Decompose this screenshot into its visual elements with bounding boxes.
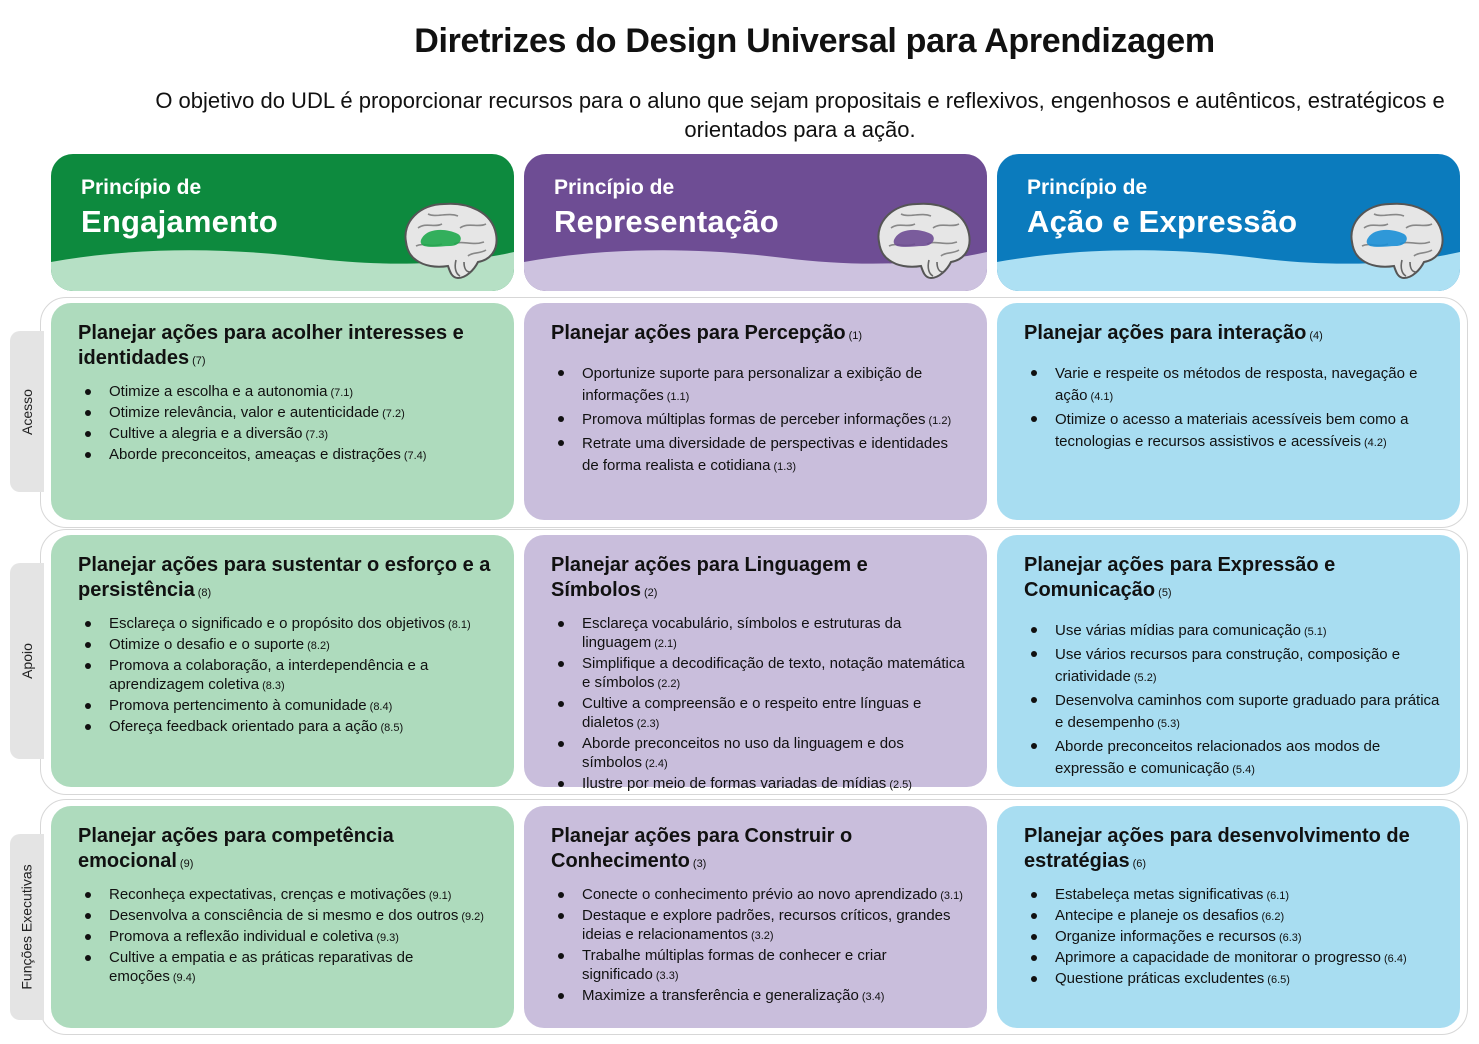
guideline-title-text: Planejar ações para competência emocional [78, 825, 394, 872]
guideline-title-text: Planejar ações para interação [1024, 322, 1307, 344]
consideration-text: Retrate uma diversidade de perspectivas e identidades de forma realista e cotidiana [582, 435, 949, 474]
consideration-number: (1.2) [928, 415, 952, 427]
consideration-item [551, 694, 967, 734]
consideration-item [551, 614, 967, 654]
guideline-card [51, 303, 514, 520]
consideration-number: (6.3) [1278, 932, 1302, 944]
consideration-item [78, 927, 494, 948]
consideration-item [78, 445, 494, 466]
consideration-item [78, 403, 494, 424]
consideration-text: Otimize o acesso a materiais acessíveis bem como a tecnologias e recursos assistivos e acessíveis [1055, 411, 1409, 450]
principle-name: Ação e Expressão [1027, 204, 1298, 239]
consideration-number: (6.2) [1261, 911, 1285, 923]
consideration-number: (8.4) [369, 701, 393, 713]
consideration-number: (6.4) [1384, 953, 1407, 965]
consideration-number: (2.3) [636, 718, 660, 730]
consideration-item [551, 409, 967, 432]
consideration-number: (9.2) [461, 911, 484, 923]
row-label [10, 834, 44, 1020]
guideline-number: (4) [1309, 330, 1323, 342]
consideration-item [78, 885, 494, 906]
page-title: Diretrizes do Design Universal para Aprendizagem [414, 22, 1215, 60]
row-label-text: Apoio [19, 643, 35, 679]
consideration-number: (8.1) [448, 619, 471, 631]
guideline-title [78, 553, 494, 606]
consideration-number: (9.1) [428, 890, 452, 902]
guideline-title [1024, 553, 1440, 606]
guideline-card [524, 535, 987, 792]
consideration-number: (2.1) [654, 638, 677, 650]
row-label-text: Acesso [19, 388, 36, 435]
consideration-item [551, 774, 967, 795]
consideration-number: (4.1) [1090, 391, 1114, 403]
consideration-list [1024, 885, 1440, 990]
consideration-text: Esclareça vocabulário, símbolos e estruturas da linguagem [582, 615, 902, 651]
consideration-number: (7.3) [305, 429, 329, 441]
principle-name: Representação [554, 204, 779, 239]
guideline-title [1024, 321, 1440, 349]
consideration-text: Antecipe e planeje os desafios [1055, 907, 1259, 924]
guideline-card [51, 535, 514, 787]
guideline-title-text: Planejar ações para Percepção [551, 322, 846, 344]
consideration-item [78, 635, 494, 656]
consideration-number: (7.4) [403, 450, 427, 462]
brain-icon [1344, 198, 1448, 282]
guideline-number: (3) [692, 858, 707, 870]
principle-kicker: Princípio de [554, 176, 675, 199]
consideration-text: Maximize a transferência e generalização [582, 987, 859, 1004]
consideration-text: Conecte o conhecimento prévio ao novo aprendizado [582, 886, 938, 903]
guideline-card [997, 303, 1460, 520]
consideration-number: (4.2) [1363, 437, 1387, 449]
consideration-list [78, 885, 494, 988]
guideline-number: (5) [1158, 587, 1172, 599]
consideration-text: Aborde preconceitos no uso da linguagem e dos símbolos [582, 735, 904, 771]
consideration-list [1024, 620, 1440, 781]
guideline-title-text: Planejar ações para sustentar o esforço e a persistência [78, 554, 491, 601]
consideration-text: Ilustre por meio de formas variadas de mídias [582, 775, 887, 792]
consideration-item [1024, 969, 1440, 990]
consideration-item [1024, 644, 1440, 689]
consideration-text: Promova pertencimento à comunidade [109, 697, 367, 714]
consideration-number: (2.2) [657, 678, 681, 690]
consideration-text: Destaque e explore padrões, recursos críticos, grandes ideias e relacionamentos [582, 907, 951, 943]
consideration-text: Questione práticas excludentes [1055, 970, 1265, 987]
consideration-text: Desenvolva a consciência de si mesmo e dos outros [109, 907, 459, 924]
consideration-list [551, 363, 967, 478]
guideline-title [551, 824, 967, 877]
guideline-number: (9) [179, 858, 194, 870]
consideration-item [551, 433, 967, 478]
consideration-list [78, 614, 494, 738]
consideration-text: Varie e respeite os métodos de resposta, navegação e ação [1055, 365, 1418, 404]
principle-header [997, 154, 1460, 291]
consideration-number: (6.1) [1266, 890, 1290, 902]
consideration-number: (6.5) [1267, 974, 1290, 986]
guideline-card [997, 535, 1460, 787]
consideration-text: Promova múltiplas formas de perceber informações [582, 411, 926, 428]
consideration-text: Ofereça feedback orientado para a ação [109, 718, 378, 735]
guideline-title [551, 553, 967, 606]
consideration-text: Use vários recursos para construção, composição e criatividade [1055, 646, 1401, 685]
principle-kicker: Princípio de [81, 176, 202, 199]
consideration-number: (8.5) [380, 722, 404, 734]
principle-header [524, 154, 987, 291]
guideline-title-text: Planejar ações para Construir o Conhecimento [551, 825, 853, 872]
guideline-number: (7) [192, 355, 206, 367]
consideration-text: Otimize a escolha e a autonomia [109, 383, 328, 400]
row-label [10, 563, 44, 759]
consideration-number: (3.4) [861, 991, 885, 1003]
consideration-text: Aborde preconceitos, ameaças e distrações [109, 446, 401, 463]
consideration-text: Esclareça o significado e o propósito dos objetivos [109, 615, 446, 632]
consideration-number: (5.1) [1303, 626, 1327, 638]
guideline-title-text: Planejar ações para Linguagem e Símbolos [551, 554, 868, 601]
consideration-item [551, 906, 967, 946]
consideration-item [78, 948, 494, 988]
consideration-item [551, 363, 967, 408]
guideline-title [78, 321, 494, 374]
consideration-text: Reconheça expectativas, crenças e motivações [109, 886, 426, 903]
consideration-item [78, 382, 494, 403]
guideline-title [1024, 824, 1440, 877]
consideration-number: (9.4) [172, 972, 196, 984]
consideration-item [78, 614, 494, 635]
consideration-list [78, 382, 494, 466]
consideration-text: Cultive a compreensão e o respeito entre línguas e dialetos [582, 695, 922, 731]
guideline-card [997, 806, 1460, 1028]
consideration-text: Aprimore a capacidade de monitorar o progresso [1055, 949, 1382, 966]
consideration-text: Promova a reflexão individual e coletiva [109, 928, 374, 945]
consideration-number: (2.5) [889, 779, 912, 791]
consideration-number: (8.2) [307, 640, 330, 652]
row-label [10, 331, 44, 492]
consideration-number: (3.2) [750, 930, 774, 942]
consideration-item [1024, 690, 1440, 735]
consideration-text: Trabalhe múltiplas formas de conhecer e criar significado [582, 947, 887, 983]
brain-icon [871, 198, 975, 282]
consideration-text: Organize informações e recursos [1055, 928, 1276, 945]
consideration-number: (3.3) [655, 970, 679, 982]
consideration-item [551, 986, 967, 1007]
consideration-text: Cultive a empatia e as práticas reparativas de emoções [109, 949, 414, 985]
guideline-number: (8) [197, 587, 212, 599]
consideration-item [78, 656, 494, 696]
consideration-list [551, 614, 967, 795]
guideline-number: (2) [644, 587, 658, 599]
consideration-text: Otimize o desafio e o suporte [109, 636, 305, 653]
consideration-item [1024, 409, 1440, 454]
consideration-item [551, 734, 967, 774]
consideration-item [78, 906, 494, 927]
consideration-list [1024, 363, 1440, 454]
consideration-item [78, 424, 494, 445]
consideration-number: (3.1) [940, 890, 963, 902]
consideration-item [1024, 948, 1440, 969]
guideline-number: (6) [1132, 858, 1147, 870]
principle-kicker: Princípio de [1027, 176, 1148, 199]
consideration-item [1024, 927, 1440, 948]
consideration-item [1024, 906, 1440, 927]
consideration-text: Aborde preconceitos relacionados aos modos de expressão e comunicação [1055, 738, 1381, 777]
consideration-item [1024, 620, 1440, 643]
guideline-title [551, 321, 967, 349]
brain-icon [398, 198, 502, 282]
consideration-text: Otimize relevância, valor e autenticidade [109, 404, 380, 421]
consideration-item [78, 696, 494, 717]
guideline-card [524, 303, 987, 520]
consideration-item [1024, 736, 1440, 781]
consideration-item [1024, 363, 1440, 408]
guideline-title [78, 824, 494, 877]
guideline-title-text: Planejar ações para Expressão e Comunicação [1024, 554, 1336, 601]
guideline-card [524, 806, 987, 1028]
consideration-number: (9.3) [376, 932, 399, 944]
consideration-text: Oportunize suporte para personalizar a exibição de informações [582, 365, 923, 404]
consideration-text: Desenvolva caminhos com suporte graduado para prática e desempenho [1055, 692, 1440, 731]
consideration-item [551, 946, 967, 986]
consideration-text: Promova a colaboração, a interdependência e a aprendizagem coletiva [109, 657, 429, 693]
consideration-item [551, 654, 967, 694]
consideration-list [551, 885, 967, 1007]
consideration-item [551, 885, 967, 906]
consideration-text: Estabeleça metas significativas [1055, 886, 1264, 903]
consideration-number: (7.2) [382, 408, 405, 420]
page-subtitle: O objetivo do UDL é proporcionar recursos para o aluno que sejam propositais e reflexivos, engenhosos e autênticos, estratégicos e orientados para a ação. [155, 88, 1445, 142]
consideration-item [78, 717, 494, 738]
guideline-card [51, 806, 514, 1028]
principle-header [51, 154, 514, 291]
consideration-number: (5.4) [1232, 764, 1255, 776]
consideration-item [1024, 885, 1440, 906]
guideline-title-text: Planejar ações para desenvolvimento de estratégias [1024, 825, 1410, 872]
consideration-number: (7.1) [330, 387, 354, 399]
consideration-text: Cultive a alegria e a diversão [109, 425, 303, 442]
consideration-number: (1.1) [666, 391, 690, 403]
consideration-number: (1.3) [773, 461, 797, 473]
guideline-number: (1) [848, 330, 863, 342]
row-label-text: Funções Executivas [19, 864, 36, 990]
consideration-number: (8.3) [262, 680, 285, 692]
consideration-number: (2.4) [645, 758, 668, 770]
consideration-text: Simplifique a decodificação de texto, notação matemática e símbolos [582, 655, 965, 691]
consideration-number: (5.2) [1133, 672, 1157, 684]
guideline-title-text: Planejar ações para acolher interesses e identidades [78, 322, 464, 369]
consideration-text: Use várias mídias para comunicação [1055, 622, 1301, 639]
principle-name: Engajamento [81, 204, 278, 239]
consideration-number: (5.3) [1157, 718, 1180, 730]
